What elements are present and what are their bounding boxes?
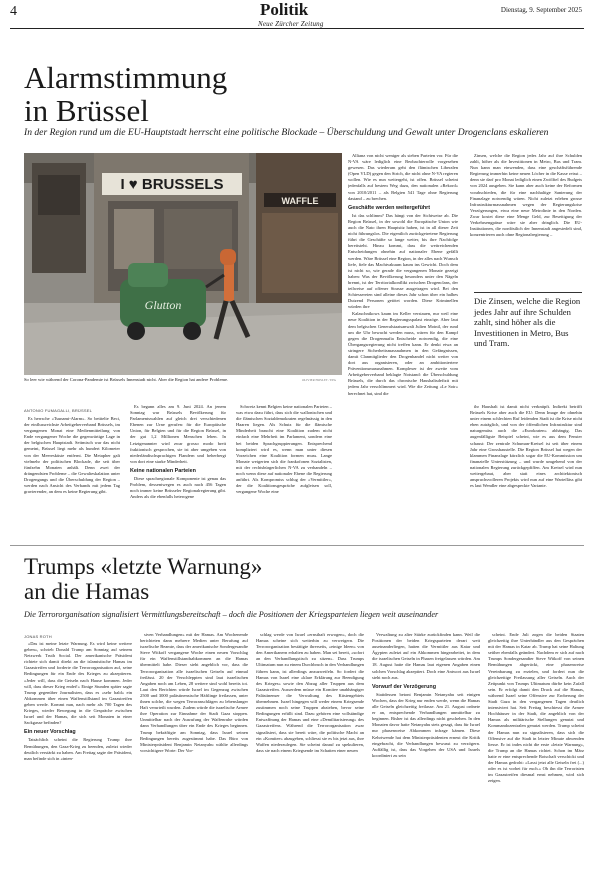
headline-line-1: Trumps «letzte Warnung» — [24, 554, 263, 579]
article2-author: JONAS ROTH — [24, 634, 52, 639]
article2-lead: Die Terrororganisation signalisiert Vermittlungsbereitschaft – doch die Positionen der Kriegsparteien liegen weit auseinander — [24, 610, 439, 619]
paragraph: Allianz von nicht weniger als sieben Parteien vor. Für die N-VA wäre lediglich eine Beobachterrolle vorgesehen gewesen. Das wiederum geht den flämischen Liberalen (Open VLD) gegen den Strich, die nicht ohne N-VA regieren wollen. Wie es nun weitergeht, ist offen. Brüssel scheint jedenfalls auf bestem Weg dazu, den nationalen «Rekord» von 2010/2011 – als Belgien 541 Tage ohne Regierung dastand – zu brechen. — [348, 153, 458, 201]
paragraph: Ist das schlimm? Das hängt von der Sichtweise ab. Die Region Brüssel, in der sowohl die Europäische Union wie auch die Nato ihren Hauptsitz haben, ist in all dieser Zeit nicht führungslos. Die eigentlich zurückgetretene Regierung führt die Geschäfte so lange weiter, bis ihre Nachfolge bereitsteht. Hinzu kommt, dass die weitreichenden Entscheidungen ohnehin auf nationaler Ebene gefällt werden. Wäre Brüssel eine Region, in der alles nach Wunsch liefe, fiele das Machtvakuum kaum ins Gewicht. Doch dem ist nicht so, wie gerade die vergangenen Monate gezeigt haben: Was der Bevölkerung besonders unter den Nägeln brennt, ist der Territorialkonflikt zwischen Drogenclans, der teilweise auf offener Strasse ausgetragen wird. Bei den Schiessereien sind alleine dieses Jahr schon über ein halbes Dutzend Personen getötet worden. Diese Kriminellen würden ihre — [348, 212, 458, 310]
shop-sign-waffle: WAFFLE — [281, 196, 319, 206]
headline-line-2: in Brüssel — [24, 93, 149, 128]
paragraph: Zinsen, welche die Region jedes Jahr auf ihre Schulden zahlt, höher als die Investitionen in Metro, Bus und Tram. Nun kann man einwenden, dass eine geschäftsführende Regierung immerhin keine neuen Löcher in die Kasse reisst – denn sie darf pro Monat lediglich einen Zwölftel des Budgets von 2024 ausgeben. Sie kann aber auch keine der Reformen vorabschieden, die für eine nachhaltige Sanierung der Finanzlage notwendig wären. Nicht zuletzt erleben grosse Infrastrukturmassnahmen wegen der Regierungskrise Verzögerungen, etwa eine neue Metrolinie in den Norden. Zwar kostet diese eine Menge Geld, zur Beseitigung der Verkehrsengpässe wäre sie aber dringlich. Die EU-Institutionen, die nordöstlich der Innenstadt angesiedelt sind, konzentrieren auch ohne Regionalregierung – — [470, 153, 582, 238]
page-number: 4 — [10, 4, 17, 19]
pull-quote: Die Zinsen, welche die Region jedes Jahr auf ihre Schulden zahlt, sind höher als die Investitionen in Metro, Bus und Tram. — [474, 296, 581, 349]
paragraph: Tatsächlich scheint die Regierung Trump ihre Bemühungen, den Gaza-Krieg zu beenden, zuletzt wieder deutlich verstärkt zu haben. Am Freitag sagte der Präsident, man befinde sich in «inten- — [24, 737, 132, 761]
paragraph: «Das ist meine letzte Warnung. Es wird keine weitere geben», schrieb Donald Trump am Sonntag auf seinem Netzwerk Truth Social. Der amerikanische Präsident richtete sich damit direkt an die islamistische Hamas im Gazastreifen und forderte die Terrororganisation auf, seine Bedingungen für ein Ende des Krieges zu akzeptieren. «Jeder will, dass die Geiseln nach Hause kommen. Jeder will, dass dieser Krieg endet!» Einige Stunden später sagte Trump gegenüber Journalisten, dass es «sehr bald» ein Abkommen über einen Waffenstillstand im Gazastreifen geben werde. Kommt nun, nach mehr als 700 Tagen des Krieges, wieder Bewegung in die Gespräche zwischen Israel und der Hamas, die sich seit Monaten in einer Sackgasse befinden? — [24, 641, 132, 726]
article-lead: In der Region rund um die EU-Hauptstadt herrscht eine politische Blockade – Überschuldung und Gewalt unter Drogenclans eskalieren — [24, 127, 549, 138]
article1-column-2 — [130, 404, 226, 538]
article2-headline — [24, 554, 262, 604]
pullquote-rule — [474, 292, 582, 293]
shop-sign-brussels: I ♥ BRUSSELS — [120, 176, 224, 193]
subheading: Ein neuer Vorschlag — [24, 729, 76, 736]
subheading: Vorwurf der Verzögerung — [372, 683, 436, 690]
street-scene-illustration — [24, 153, 342, 375]
article1-column-3 — [236, 404, 332, 538]
photo-caption: So leer wie während der Corona-Pandemie ist Brüssels Innenstadt nicht. Aber die Region hat andere Probleme. — [24, 377, 229, 382]
article-headline — [24, 61, 227, 127]
article2-column-5 — [488, 632, 584, 867]
article2-column-1 — [24, 641, 132, 867]
article1-column-4 — [348, 153, 458, 538]
paragraph: scheint. Ende Juli zogen die beiden Staaten gleichzeitig ihre Unterhändler aus den Gesprächen mit der Hamas in Katar ab. Trump hat seine Haltung seither ebenfalls geändert. Nachdem er sich auf nach Trumps Sondergesandter Steve Witkoff von seinen Bemühungen abgerückt, eine phasenweise Vereinbarung zu erzielen, und fordert nun die gleichzeitige Freilassung aller Geiseln. Auch der Zeitpunkt von Trumps Ultimatum dürfte kein Zufall sein. Er erfolgt damit den Druck auf die Hamas, während Israel seine Offensive zur Eroberung der Stadt Gaza in den vergangenen Tagen deutlich intensiviert hat. Seit Freitag beschiesst die Armee Hochhäuser in der Stadt, die angeblich von der Hamas als militärische Stellungen genutzt und Kommandozentralen genutzt werden. Trump scheint der Hamas nun zu signalisieren, dass sich die Offensive auf die Stadt in letzter Minute abwenden liesse. Er ist indes nicht die erste «letzte Warnung», die Trump an die Hamas richtet. Schon im März hatte er eine entsprechende Botschaft verschickt und der Hamas gedroht: «Lasst jetzt alle Geiseln frei (...) oder es ist vorbei für euch.» Ob ihn die Terroristen im Gazastreifen diesmal ernst nehmen, wird sich zeigen. — [488, 632, 584, 784]
article1-column-1 — [24, 416, 120, 538]
article2-column-4 — [372, 632, 480, 867]
paragraph: Diese sprachregionale Komponente ist genau das Problem, dessentwegen es auch nach 456 Tagen noch immer keine Brüsseler Regionalregierung gibt. Anders als die ebenfalls heterogene — [130, 476, 226, 500]
article1-column-5 — [470, 153, 582, 289]
paragraph: ihr Haushalt ist damit nicht verknüpft. Indirekt betrifft Brüssels Krise aber auch die EU: Denn Image der ohnehin unter einem schlechten Ruf leidenden Stadt ist die Krise nicht eben zuträglich, und von der öffentlichen Infrastruktur sind naturgemäss auch die «Eurokraten» abhängig. Das augenfälligste Beispiel scheint, wie es aus dem Fenster schaust: Der zentrale Schuman-Kreisel ist seit über einem Jahr eine Grossbaustelle. Die Region Brüssel hat wegen der klammen Finanzlage kürzlich sogar die EU-Kommission um finanzielle Unterstützung – und wurde umgehend von der nationalen Regierung zurückgepfiffen. Am Kreisel wird nun weitergebaut, aber statt eines architektonisch anspruchsvolleren Projekts wird nun auf eine Wartefläss gibt es laut Wendler eine abgespeckte Variante. — [470, 404, 582, 489]
paragraph: Es herrsche «Tsunami-Alarm». So betitelte Beci, der einflussreichste Arbeitgeberverband Brüssels, im vergangenen Monat eine Medienmitteilung von Ende vergangener Woche die gegenwärtige Lage in der belgischen Hauptstadt. Seitmisch war das nicht gemeint, Brüssel liegt mehr als hundert Kilometer von der Meeresküste entfernt. Die Metapher galt vielmehr der politischen Blockade, die seit über fünfzehn Monaten anhält. Denn zwei der drängendsten Probleme – die Gewalteskalation unter Drogengangs und die Überschuldung der Region – werden nach Ansicht des Verbands mit jedem Tag gravierender, an dem es keine Regierung gibt. — [24, 416, 120, 495]
paragraph: Kalaschnikows kaum im Keller verstauen, nur weil eine neue Koalition in der Regierungsspalast einzöge. Aber laut dem belgischen Generalstaatsanwalt Julien Moinil, der rund um die Uhr bewacht werden muss, wären für den Kampf gegen die Drogenmafia Entscheide notwendig, die eine Übergangsregierung nicht treffen kann. Er denkt etwa an stringere Sicherheitsmassnahmen in den Gefängnissen, damit Clanmitglieder den Drogenhandel nicht weiter von dort aus organisieren, oder an ambitioniertere Präventionsmassnahmen. Komplexer ist der zweite vom Arbeitgeberverband beklagte Notstand: die Überschuldung Brüssels, die durch das chronische Haushaltsdefizit mit jedem Jahr verschlimmert wird. Wie die Zeitung «Le Soir» berechnet hat, sind die — [348, 311, 458, 396]
article2-column-2 — [140, 632, 248, 867]
article2-column-3 — [256, 632, 364, 867]
paragraph: Stattdessen betont Benjamin Netanyahu seit einigen Wochen, dass der Krieg nur enden werde, wenn die Hamas alle Geiseln gleichzeitig freilasse. Am 21. August ordnete er an, entsprechende Verhandlungen unmittelbar zu beginnen. Bisher ist das allerdings nicht geschehen. In den Monaten davor hatte Netanyahu stets gesagt, dass für Israel nur phasenweise Abkommen infrage kämen. Diese Kehrtwende hat dem Ministerpräsidenten erneut die Kritik eingebracht, die Verhandlungen bewusst zu verzögern. Auffällig ist, dass das Vorgehen der USA und Israels koordiniert zu sein — [372, 691, 480, 758]
paragraph: schlag werde von Israel «ernsthaft erwogen», doch die Hamas scheine sich weiterhin zu verweigern. Die Terrororganisation bestätigte ihrerseits, «einige Ideen» von den Amerikanern erhalten zu haben. Man sei bereit, «sofort an den Verhandlungstisch zu sitzen». Dass Trumps Ultimatum nun zu einem Durchbruch in den Verhandlungen führen kann, ist allerdings anzuzweifeln. So fordert die Hamas von Israel eine «klare Erklärung zur Beendigung des Krieges» sowie den Abzug aller Truppen aus dem Gazastreifen. Ausserdem müsse ein Komitee unabhängiger Palästinenser die Verwaltung des Küstengebiets übernehmen. Israel hingegen will weder einem Kriegsende zustimmen noch seine Truppen abziehen, bevor seine Bedingungen erfüllt sind. Dazu gehören eine vollständige Entwaffnung der Hamas und eine «Demilitarisierung» des Gazastreifens. Während die Terrororganisation zwar signalisiert, dass sie bereit wäre, die politische Macht an ein «Komitee» abzugeben, schliesst sie es bis jetzt aus, ihre Waffen niederzulegen. Sie scheint darauf zu spekulieren, dass sie nach einem Kriegsende im Schatten einer neuen — [256, 632, 364, 753]
paragraph: Verwaltung zu alter Stärke zurückfinden kann. Weil die Positionen der beiden Kriegsparteien derart weit auseinanderliegen, hatten die Vermittler aus Katar und Ägypten zuletzt auf ein Abkommen hingearbeitet, in dem die israelischen Geiseln in Phasen freigelassen würden. Am 18. August hatte die Hamas laut eigenen Angaben einen solchen Vorschlag akzeptiert. Doch eine Antwort aus Israel steht noch aus. — [372, 632, 480, 680]
subheading: Geschäfte werden weitergeführt — [348, 204, 431, 211]
article-divider — [10, 545, 584, 546]
machine-brand: Glutton — [144, 298, 182, 312]
article-author: ANTONIO FUMAGALLI, BRÜSSEL — [24, 408, 93, 413]
section-title: Politik — [260, 0, 309, 19]
article-photo — [24, 153, 342, 375]
newspaper-name: Neue Zürcher Zeitung — [258, 20, 324, 28]
header-rule — [10, 28, 584, 29]
paragraph: Es begann alles am 9. Juni 2024. An jenem Sonntag war Brüssels Bevölkerung für Parlamentswahlen auf gleich drei verschiedenen Ebenen zur Urne gerufen: für die Europäische Union, für Belgien und für die Region Brüssel, in der gut 1,2 Millionen Menschen leben. In Letztgenannter wird zwar grosso modo breit fraktionisch gesprochen, sie ist aber umgeben von niederländischsprachigen Flandern und beherbergt von dort eine starke Minderheit. — [130, 404, 226, 464]
headline-line-1: Alarmstimmung — [24, 60, 228, 95]
paragraph: Schweiz kennt Belgien keine nationalen Parteien – was etwa dazu führt, dass sich die wallonischen und die flämischen Sozialdemokraten regelmässig in den Haaren liegen. Als Schutz für die flämische Minderheit braucht eine Koalition zudem nicht einfach eine Mehrheit im Parlament, sondern eine bei beiden Sprachgruppierungen. Entsprechend kompliziert wird es, wenn man unter diesen Vorzeichen eine Koalition formen muss. Lange Monate weigerten sich die frankofonen Sozialisten, mit der rechtsbürgerlichen N-VA zu verhandeln – noch wenn diese auf nationaler Ebene die Regierung anführt. Als Kompromiss schlug der «Vermittler», der die Koalitionsgespräche aufgleisen soll, vergangene Woche eine — [236, 404, 332, 495]
paragraph: siven Verhandlungen» mit der Hamas. Am Wochenende berichteten dann mehrere Medien unter Berufung auf israelische Beamte, dass der amerikanische Sondergesandte Steve Witkoff vergangene Woche einen neuen Vorschlag für ein Waffenstillstandsabkommen an die Hamas übermittelt habe. Dieser sieht angeblich vor, dass die Terrororganisation alle israelischen Geiseln auf einmal freilässt. 20 der Verschleppten sind laut israelischen Angaben noch am Leben, 28 weitere sind wohl bereits tot. Laut den Berichten würde Israel im Gegenzug zwischen 2500 und 3000 palästinensische Häftlinge freilassen, unter ihnen solche, die wegen Terroranschlägen zu lebenslanger Haft verurteilt wurden. Zudem würde die israelische Armee ihre Operation zur Einnahme der Stadt Gaza stoppen. Unmittelbar nach der Ausrufung der Waffenruhe würden dann Verhandlungen über ein Ende des Krieges beginnen. Trump bekräftigte am Sonntag, dass Israel seinen Bedingungen bereits zugestimmt habe. Das Büro von Ministerpräsident Benjamin Netanyahu wählte allerdings vorsichtigere Worte: Der Vor- — [140, 632, 248, 753]
subheading: Keine nationalen Parteien — [130, 467, 196, 474]
headline-line-2: an die Hamas — [24, 579, 150, 604]
photo-credit: OLIVIER HOSLET / EPA — [302, 378, 336, 382]
issue-date: Dienstag, 9. September 2025 — [500, 6, 582, 14]
article1-column-6 — [470, 404, 582, 538]
